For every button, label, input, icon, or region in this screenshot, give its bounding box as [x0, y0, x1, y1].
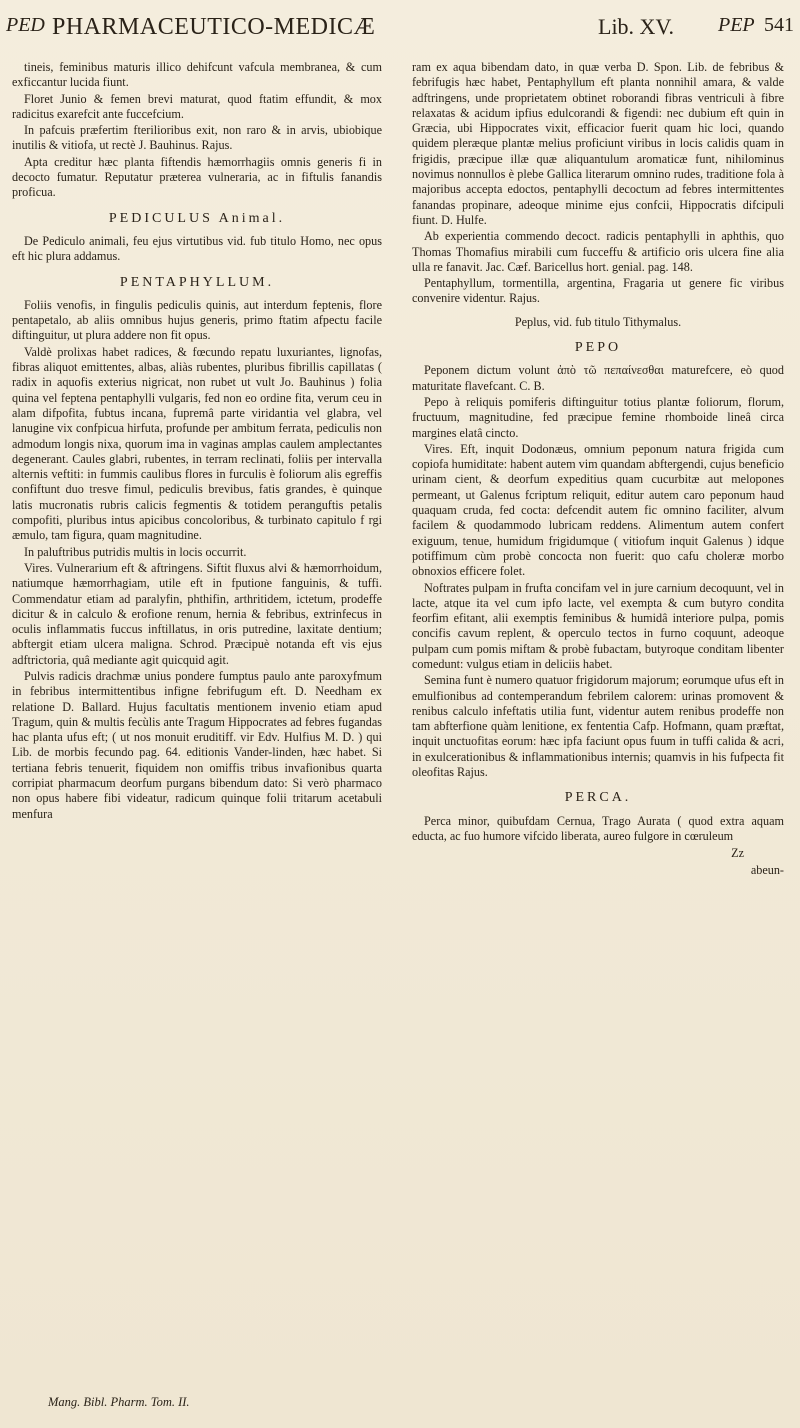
paragraph: Vires. Vulnerarium eft & aftringens. Siftit fluxus alvi & hæmorrhoidum, natiumque hæmorrhagiam, utile eft in fputione fanguinis, & tuffi. Commendatur etiam ad paralyfin, phthifin, arthritidem, ictetum, prodeffe dicitur & in calculo & erofione renum, hernia & febribus, extrinfecus in oculis inflammatis fuccus inftillatus, in oris putredine, laxitate dentium; abftergit etiam ulcera maligna. Schrod. Præcipuè notanda eft vis ejus adftrictoria, quâ mediante agit quicquid agit.: [12, 560, 382, 667]
signature-mark: Zz: [731, 846, 744, 861]
paragraph: Apta creditur hæc planta fiftendis hæmorrhagiis omnis generis fi in decocto fumatur. Reputatur præterea vulneraria, ac in fiftulis fanandis proficua.: [12, 154, 382, 200]
section-title-perca: PERCA.: [564, 790, 632, 806]
right-column: [412, 60, 784, 1410]
paragraph: Noftrates pulpam in frufta concifam vel in jure carnium decoquunt, vel in lacte, atque ita vel cum ipfo lacte, vel exempta & cum butyro condita feorfim efitant, alii exemptis feminibus & humidâ interiore pulpa, pomis concifis cavum replent, & operculo tectos in furno coquunt, adeoque pulpam cum pomis miftam & probè fubactam, butyroque conditam libenter comedunt: vulgus etiam in deliciis habet.: [412, 580, 784, 671]
paragraph: Pepo à reliquis pomiferis diftinguitur totius plantæ foliorum, florum, fructuum, magnitudine, fed præcipue femine rhomboide lineâ circa margines elatâ cincto.: [412, 394, 784, 440]
section-title-pepo: PEPO: [574, 340, 622, 356]
paragraph: In pafcuis præfertim fterilioribus exit, non raro & in arvis, ubiobique inutilis & vitiofa, ut rectè J. Bauhinus. Rajus.: [12, 123, 382, 153]
running-header: [0, 14, 800, 54]
header-title: PHARMACEUTICO-MEDICÆ: [52, 14, 376, 40]
paragraph: Perca minor, quibufdam Cernua, Trago Aurata ( quod extra aquam educta, ac fuo humore vifcido liberata, aureo fulgore in cœruleum: [412, 813, 784, 843]
paragraph: Pentaphyllum, tormentilla, argentina, Fragaria ut genere fic viribus convenire videntur. Rajus.: [412, 276, 784, 306]
page-number: 541: [764, 14, 794, 36]
paragraph: Ab experientia commendo decoct. radicis pentaphylli in aphthis, quo Thomas Thomafius mirabili cum fucceffu & artificio oris ulcera fine alia ulla re fanavit. Jac. Cæf. Baricellus hort. genial. pag. 148.: [412, 229, 784, 274]
paragraph: Semina funt è numero quatuor frigidorum majorum; eorumque ufus eft in emulfionibus ad contemperandum febrilem calorem: urinas promovent & renibus calculo infeftatis utilia funt, videntur autem renibus prodeffe non tam abfterfione quàm lenitione, ex fententia Cafp. Hofmann, quam præftat, inquit unctuofitas eorum: hæc ipfa faciunt opus fuum in tuffi calida & acri, in exulcerationibus & inflammationibus internis; quamvis in his fufpecta fit oleofitas Rajus.: [412, 673, 784, 780]
paragraph: Floret Junio & femen brevi maturat, quod ftatim effundit, & mox radicitus exarefcit ante fuccefcium.: [12, 91, 382, 121]
paragraph: tineis, feminibus maturis illico dehifcunt vafcula membranea, & cum exficcantur lucida fiunt.: [12, 60, 382, 90]
paragraph: De Pediculo animali, feu ejus virtutibus vid. fub titulo Homo, nec opus eft hic plura addamus.: [12, 233, 382, 264]
left-column: [12, 60, 382, 1410]
paragraph: Pulvis radicis drachmæ unius pondere fumptus paulo ante paroxyfmum in febribus intermittentibus infigne febrifugum eft. D. Needham ex relatione D. Ballard. Hujus facultatis mentionem invenio etiam apud Tragum, quin & multis fecùlis ante Tragum Hippocrates ad febres fugandas hac planta ufus eft; ( ut nos monuit eruditiff. vir Edv. Hulfius M. D. ) qui Lib. de morbis fecundo pag. 64. editionis Vander-linden, hæc habet. Si tertiana febris tenuerit, fiquidem non omiffis tribus invafionibus quarta corripiat pharmacum deorfum purgans bibendum dato: Si verò pharmaco non opus habere fibi videatur, radicum quinque folii tritarum acetabuli menfura: [12, 668, 382, 821]
header-right-mark: PEP: [718, 14, 755, 36]
paragraph: Peponem dictum volunt ἀπὸ τῶ πεπαίνεσθαι maturefcere, eò quod maturitate flavefcant. C. B.: [412, 363, 784, 393]
footer-left: Mang. Bibl. Pharm. Tom. II.: [48, 1395, 190, 1409]
header-left-mark: PED: [6, 14, 45, 36]
catchword: abeun-: [750, 862, 784, 877]
section-title-pediculus: PEDICULUS Animal.: [108, 210, 286, 226]
paragraph: Valdè prolixas habet radices, & fœcundo repatu luxuriantes, lignofas, fibras aliquot emittentes, albas, aliàs rubentes, pluribus fibrillis capillatas ( radix in aquofis exterius nigricat, non rubet ut vult Jo. Bauhinus ) folia quina vel feptena pentaphylli vulgaris, fed non eo ordine fita, verum ceu in alam difpofita, fubtus incana, fupremâ parte viridantia vel glabra, vel lanugine vix confpicua hirfuta, profunde per ambitum ferrata, pediculis non admodum longis nixa, quorum ima in vaginas amplas caulem amplectantes degenerant. Caules glabri, rubentes, in terram reclinati, foliis per intervalla alternis veftiti: in fummis caulibus flores in furculis è foliorum alis egreffis confiftunt duo tresve fimul, pediculis brevibus, fatis grandes, è quinque latis mucronatis rubris calicis fegmentis & totidem peranguftis petalis compofiti, pluribus intus apicibus concoloribus, & turbinato capitulo f rgi æmulo, tam figura, quam magnitudine.: [12, 344, 382, 543]
header-book: Lib. XV.: [598, 14, 674, 39]
paragraph: Foliis venofis, in fingulis pediculis quinis, aut interdum feptenis, flore pentapetalo, ab aliis omnibus hujus generis, primo ftatim afpectu facile diftinguitur, ut plura addere non fit opus.: [12, 297, 382, 343]
paragraph: Vires. Eft, inquit Dodonæus, omnium peponum natura frigida cum copiofa humiditate: habent autem vim quandam abftergendi, cujus beneficio urinam cient, & deorfum expeditius quam cucurbitæ aut melopones permeant, ut Galenus fcriptum reliquit, editur autem caro peponum haud quaquam cruda, fed cocta: defcendit autem fic omnino faciliter, alvum facilem & quodammodo lubricam reddens. Alimentum autem confert exiguum, tenue, humidum frigidumque ( vitiofum inquit Galenus ) idque potiffimum cùm probè concocta non fuerit: quo cafu choleræ morbo obnoxios efficere folet.: [412, 441, 784, 579]
paragraph: ram ex aqua bibendam dato, in quæ verba D. Spon. Lib. de febribus & febrifugis hæc habet, Pentaphyllum eft planta nonnihil amara, & valde adftringens, unde proprietatem obtinet roborandi fibras ventriculi à fibre relaxatas & acidum ipfius edulcorandi & figendi: nec dubium eft quin in Græcia, ubi Hippocrates vixit, efficacior fuerit quam hic loci, quando quidem pleræque plantæ melius proficiunt viribus in locis calidis quam in frigidis, præcipue illæ quæ aliquantulum aromaticæ funt, nihilominus novimus nonnullos è plebe Gallica literarum omnino rudes, traditione fola à majoribus accepta edoctos, pentaphylli decoctum ad febres intermittentes fanandas propinare, adeoque minime ejus confcii, Hippocratis difcipuli fiunt. D. Hulfe.: [412, 60, 784, 227]
paragraph: In paluftribus putridis multis in locis occurrit.: [24, 544, 247, 559]
section-title-pentaphyllum: PENTAPHYLLUM.: [119, 274, 275, 290]
cross-reference-peplus: Peplus, vid. fub titulo Tithymalus.: [514, 314, 682, 329]
